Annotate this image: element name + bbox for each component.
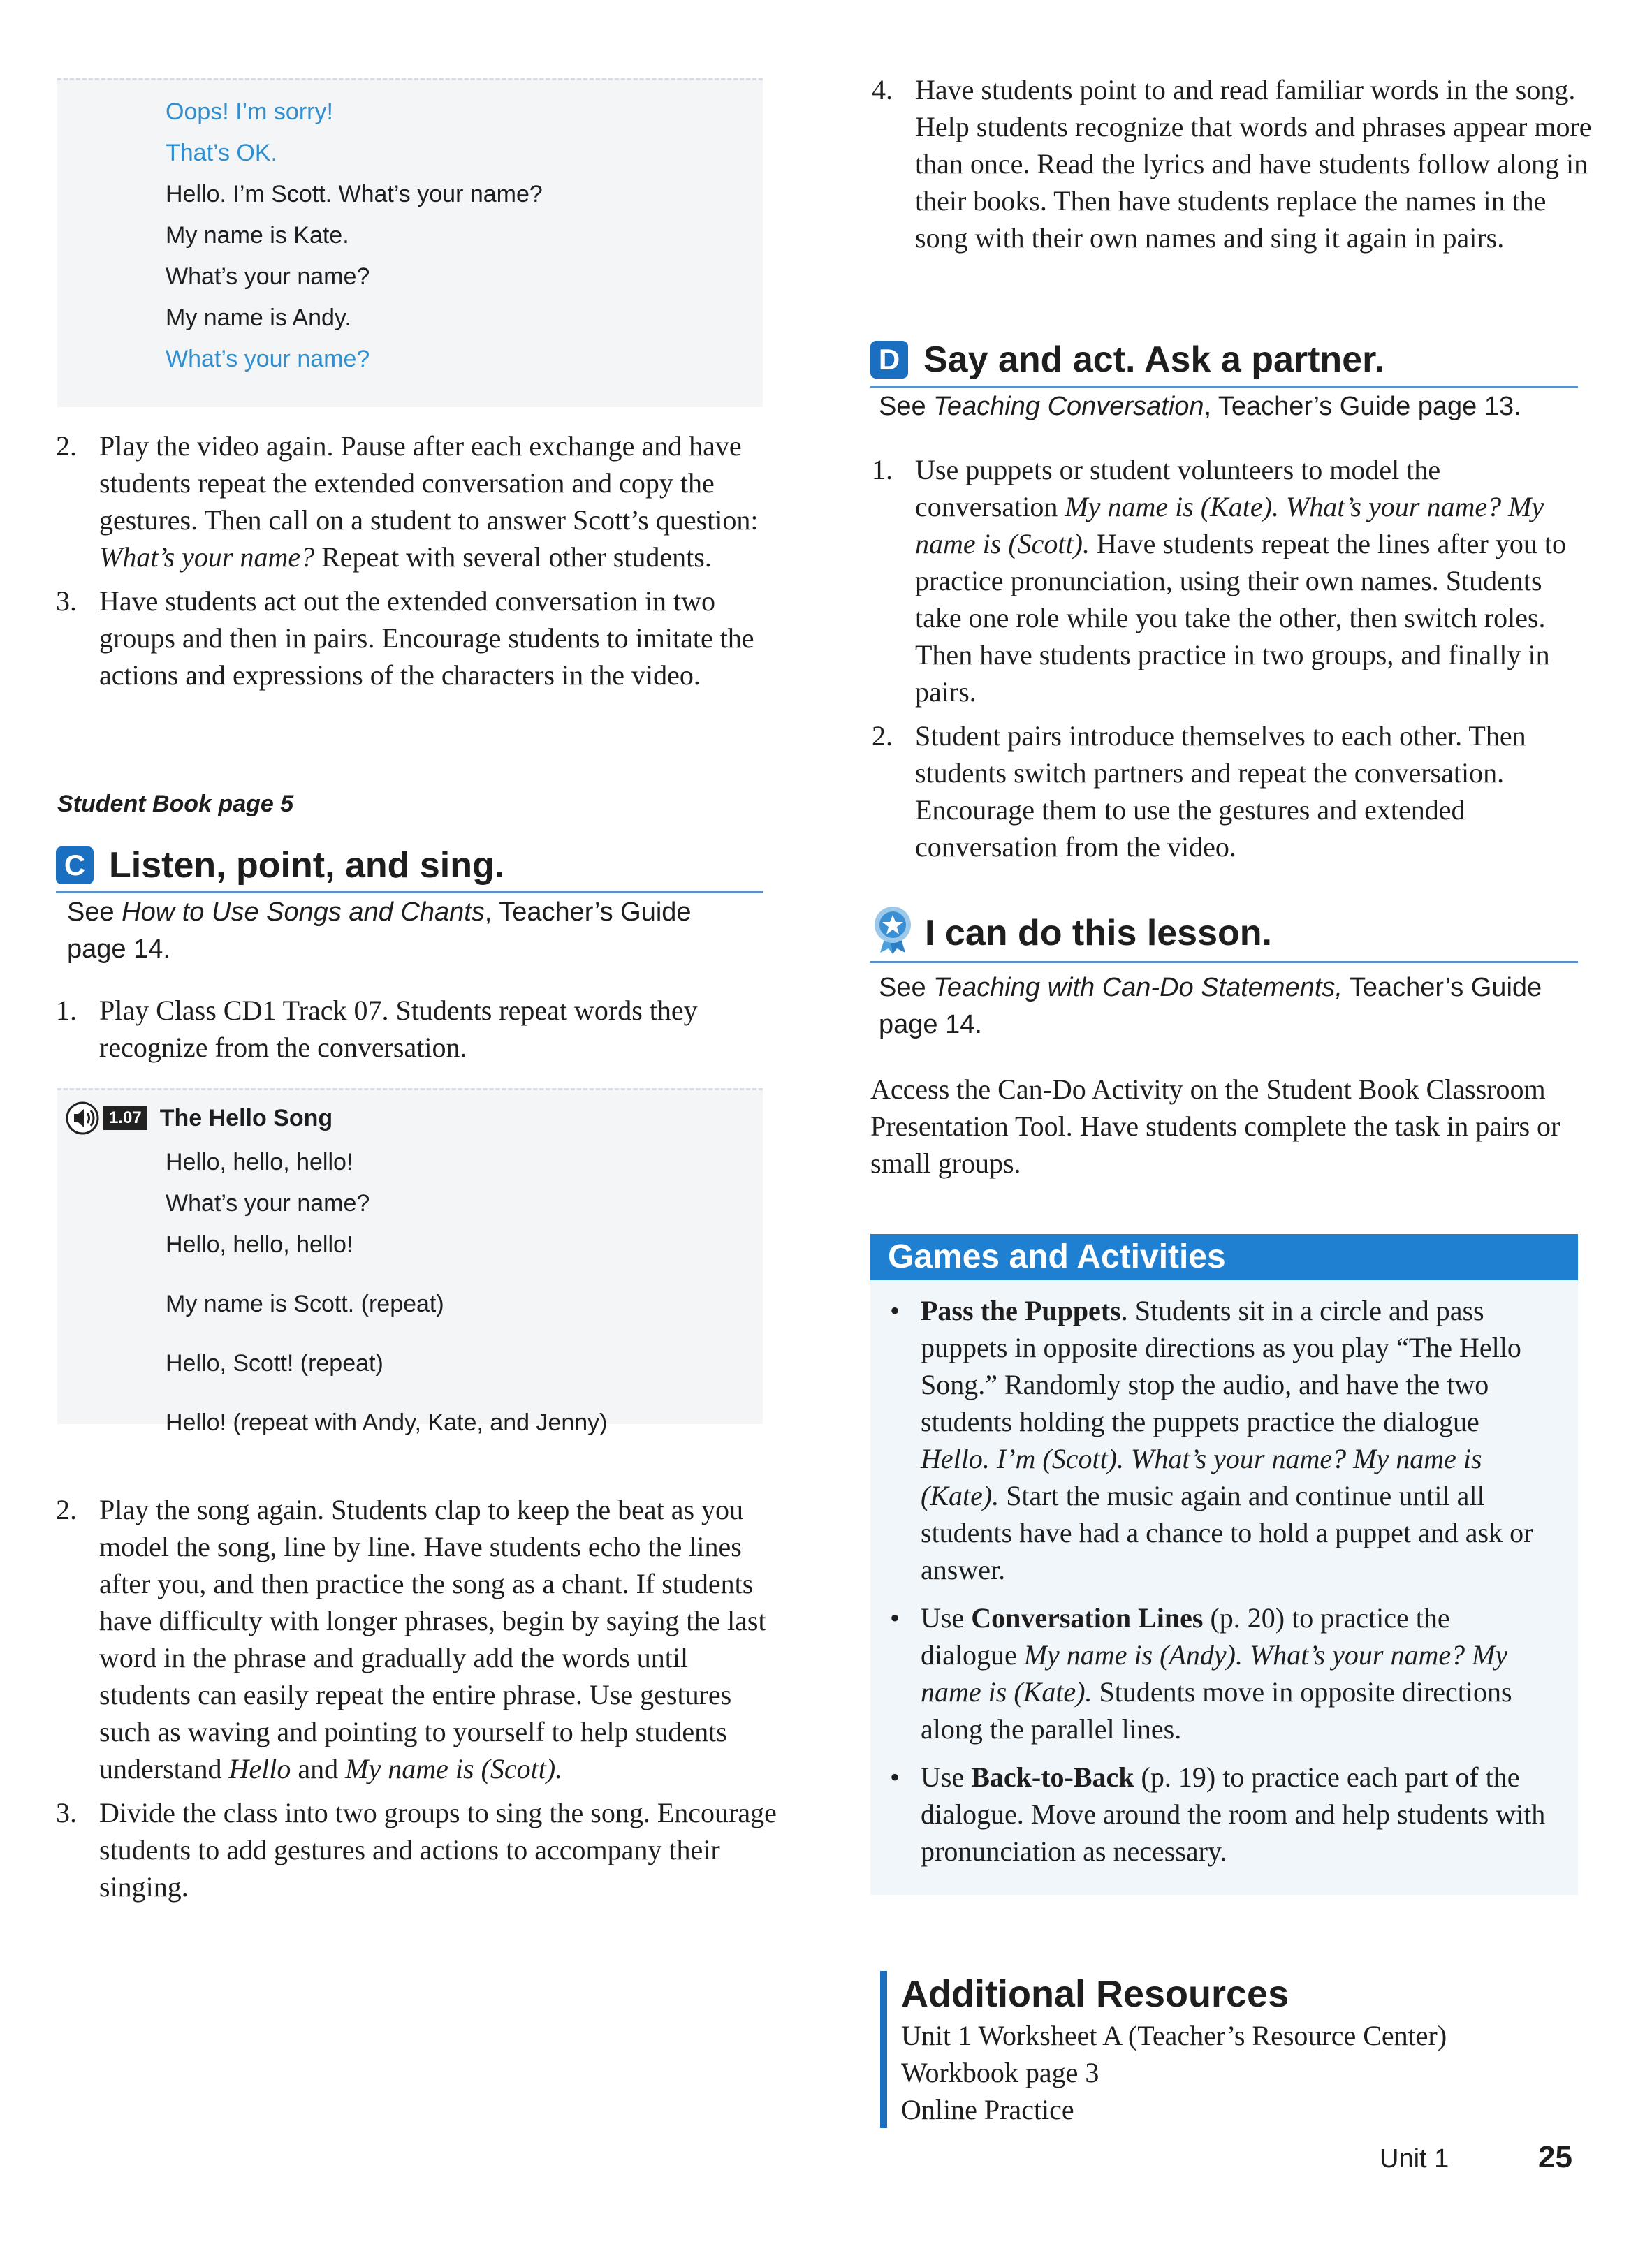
footer-unit: Unit 1: [1380, 2144, 1449, 2173]
item-number: 1.: [872, 454, 893, 485]
conversation-line: My name is Kate.: [166, 222, 349, 249]
conversation-line: That’s OK.: [166, 140, 277, 166]
resource-line: Workbook page 3: [901, 2057, 1099, 2088]
section-c-title: Listen, point, and sing.: [109, 845, 505, 886]
song-line: Hello, hello, hello!: [166, 1231, 353, 1258]
left-numbered-list-2: [56, 1491, 786, 1912]
can-do-paragraph: Access the Can-Do Activity on the Student Book Classroom Presentation Tool. Have students complete the task in pairs or small groups.: [870, 1073, 1560, 1179]
list-item: [56, 1794, 786, 1905]
games-bullets: [879, 1292, 1549, 1881]
conversation-line: My name is Andy.: [166, 305, 351, 331]
section-c-heading: [56, 840, 763, 893]
section-d-title: Say and act. Ask a partner.: [923, 339, 1384, 380]
song-header: [66, 1101, 332, 1135]
section-d-badge: D: [870, 341, 908, 379]
song-line: Hello, hello, hello!: [166, 1149, 353, 1175]
list-item: [56, 582, 779, 694]
can-do-star-icon: [870, 904, 915, 963]
conversation-line: What’s your name?: [166, 346, 370, 372]
list-item: [56, 1491, 786, 1787]
song-line: What’s your name?: [166, 1190, 370, 1217]
song-line: My name is Scott. (repeat): [166, 1291, 444, 1317]
item-number: 4.: [872, 74, 893, 105]
games-bullet: • Use Conversation Lines (p. 20) to practice the dialogue My name is (Andy). What’s your name? My name is (Kate). Students move in opposite directions along the parallel lines.: [879, 1599, 1549, 1747]
item-number: 3.: [56, 1797, 77, 1828]
item-text: Divide the class into two groups to sing the song. Encourage students to add gestures and actions to accompany their singing.: [99, 1797, 777, 1903]
student-book-label: Student Book page 5: [57, 791, 294, 817]
item-number: 2.: [872, 720, 893, 752]
can-do-heading: [870, 905, 1578, 963]
games-bullet: • Use Back-to-Back (p. 19) to practice each part of the dialogue. Move around the room and help students with pronunciation as necessary.: [879, 1759, 1549, 1870]
section-c-see: See How to Use Songs and Chants, Teacher’s Guide page 14.: [67, 897, 692, 964]
left-numbered-list-1: [56, 427, 779, 701]
resource-line: Unit 1 Worksheet A (Teacher’s Resource Center): [901, 2020, 1447, 2051]
conversation-box: [57, 78, 763, 407]
resources-title: Additional Resources: [901, 1973, 1289, 2015]
song-title: The Hello Song: [159, 1104, 333, 1131]
item-text: Student pairs introduce themselves to each other. Then students switch partners and repeat the conversation. Encourage them to use the gestures and extended conversation from the video.: [915, 720, 1526, 863]
item-text: Use puppets or student volunteers to model the conversation My name is (Kate). What’s your name? My name is (Scott). Have students repeat the lines after you to practice pronunciation, using their own names. Students take one role while you take the other, then switch roles. Then have students practice in two groups, and finally in pairs.: [915, 454, 1566, 708]
list-item: [56, 992, 779, 1066]
section-c-badge: C: [56, 846, 94, 884]
list-item: [56, 427, 779, 576]
item-number: 3.: [56, 585, 77, 617]
track-badge: 1.07: [103, 1106, 147, 1130]
item-number: 2.: [56, 1494, 77, 1525]
item-number: 1.: [56, 995, 77, 1026]
conversation-line: What’s your name?: [166, 263, 370, 290]
section-d-list: [872, 451, 1577, 872]
conversation-line: Oops! I’m sorry!: [166, 98, 333, 125]
games-header: Games and Activities: [870, 1234, 1578, 1280]
right-item-4: [872, 71, 1605, 263]
can-do-see: See Teaching with Can-Do Statements, Teacher’s Guide page 14.: [879, 973, 1542, 1039]
item-text: Play the song again. Students clap to keep the beat as you model the song, line by line. Have students echo the lines after you, and then practice the song as a chant. If students have difficulty with longer phrases, begin by saying the last word in the phrase and gradually add the words until students can easily repeat the entire phrase. Use gestures such as waving and pointing to yourself to help students understand Hello and My name is (Scott).: [99, 1494, 766, 1784]
list-item: [872, 717, 1577, 865]
section-d-see: See Teaching Conversation, Teacher’s Guide page 13.: [879, 392, 1521, 421]
song-box: [57, 1088, 763, 1436]
conversation-lines: [166, 91, 543, 380]
item-text: Play the video again. Pause after each exchange and have students repeat the extended conversation and copy the gestures. Then call on a student to answer Scott’s question: What’s your name? Repeat with several other students.: [99, 430, 759, 573]
resource-line: Online Practice: [901, 2094, 1074, 2125]
audio-icon[interactable]: [66, 1101, 147, 1135]
song-line: Hello, Scott! (repeat): [166, 1350, 383, 1377]
page-number: 25: [1538, 2140, 1572, 2174]
list-item: [872, 71, 1605, 256]
conversation-line: Hello. I’m Scott. What’s your name?: [166, 181, 543, 207]
section-d-heading: [870, 334, 1578, 388]
song-lines: [166, 1142, 608, 1444]
section-c-list: [56, 992, 779, 1073]
list-item: [872, 451, 1577, 710]
can-do-title: I can do this lesson.: [925, 913, 1272, 953]
item-text: Have students point to and read familiar words in the song. Help students recognize that words and phrases appear more than once. Read the lyrics and have students follow along in their books. Then have students replace the names in the song with their own names and sing it again in pairs.: [915, 74, 1592, 254]
games-bullet: • Pass the Puppets. Students sit in a circle and pass puppets in opposite directions as you play “The Hello Song.” Randomly stop the audio, and have the two students holding the puppets practice the dialogue Hello. I’m (Scott). What’s your name? My name is (Kate). Start the music again and continue until all students have had a chance to hold a puppet and ask or answer.: [879, 1292, 1549, 1588]
song-line: Hello! (repeat with Andy, Kate, and Jenny): [166, 1409, 608, 1436]
additional-resources: [880, 1971, 1447, 2128]
item-number: 2.: [56, 430, 77, 462]
item-text: Play Class CD1 Track 07. Students repeat words they recognize from the conversation.: [99, 995, 698, 1063]
item-text: Have students act out the extended conversation in two groups and then in pairs. Encourage students to imitate the actions and expressions of the characters in the video.: [99, 585, 754, 691]
